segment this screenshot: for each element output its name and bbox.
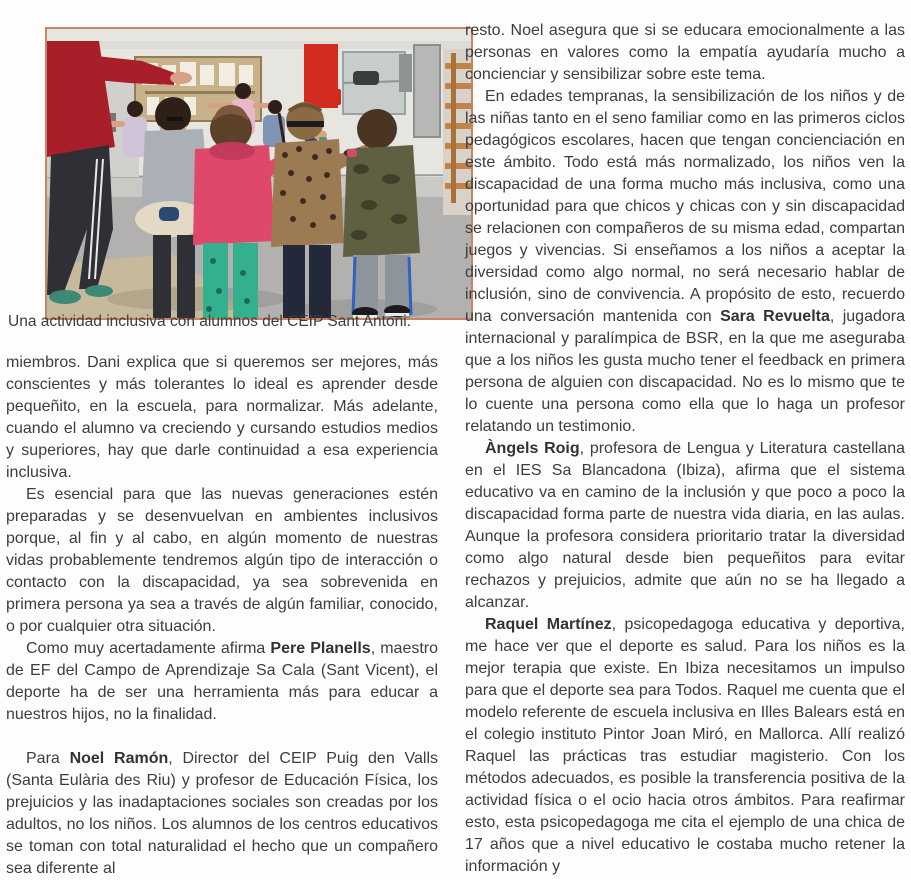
board-paper: [200, 65, 214, 85]
body-text: , jugadora internacional y paralímpica de BSR, en la que me aseguraba que a los niños les gusta mucho tener el feedback en primera persona de alguien con discapacidad. No es lo mismo que te lo cuente una persona como ella que lo haga un profesor relatando un testimonio.: [465, 308, 905, 435]
body-text: miembros. Dani explica que si queremos ser mejores, más conscientes y más tolerantes lo ideal es aprender desde pequeñito, en la escuela, para normalizar. Más adelante, cuando el alumno va creciendo y cursando estudios medios y superiores, hay que darle continuidad a esa experiencia inclusiva.: [6, 354, 438, 481]
background-child-head: [268, 100, 282, 114]
body-text: , maestro de EF del Campo de Aprendizaje Sa Cala (Sant Vicent), el deporte ha de ser una herramienta más para educar a nuestros hijos, no la finalidad.: [6, 640, 439, 723]
jacket-knot: [159, 207, 179, 221]
left-text-column: [6, 352, 438, 880]
body-text: En edades tempranas, la sensibilización de los niños y de las niñas tanto en el seno familiar como en las primeros ciclos pedagógicos escolares, hacen que tengan concienciación en este ámbito. Todo está más normalizado, los niños ven la discapacidad de una forma mucho más inclusiva, como una oportunidad para que chicos y chicas con y sin discapacidad se relacionen con compañeros de su misma edad, compartan juegos y vivencias. Si enseñamos a los niños a aceptar la diversidad como algo normal, no será necesario hablar de inclusión, sino de convivencia. A propósito de esto, recuerdo una conversación mantenida con: [465, 88, 905, 325]
background-child-lilac: [123, 117, 147, 157]
background-child-head: [235, 83, 251, 99]
olive-boy-head: [357, 109, 397, 149]
body-text: , profesora de Lengua y Literatura castellana en el IES Sa Blancadona (Ibiza), afirma que el sistema educativo va en camino de la inclusión y que poco a poco la discapacidad forma parte de nuestra vida diaria, en las aulas. Aunque la profesora considera prioritario tratar la diversidad como algo natural desde bien pequeñitos para evitar rechazos y prejuicios, admite que aún no se ha llegado a alcanzar.: [465, 440, 905, 611]
teal-sneaker: [85, 285, 113, 297]
green-pant-leg: [203, 243, 228, 318]
gray-boy-leg: [177, 235, 195, 318]
adult-hand: [170, 72, 192, 84]
pants-pattern: [210, 258, 216, 264]
hood-bunch: [209, 142, 255, 160]
board-paper: [239, 65, 253, 85]
article-photo: [45, 27, 473, 320]
pants-pattern: [244, 298, 250, 304]
paragraph: [6, 748, 438, 880]
photo-caption: Una actividad inclusiva con alumnos del CEIP Sant Antoni.: [8, 313, 411, 330]
paragraph: [6, 352, 438, 484]
person-name: Sara Revuelta: [720, 308, 830, 325]
paragraph: [6, 638, 438, 726]
background-child-head: [127, 101, 143, 117]
blue-stripe: [409, 257, 411, 315]
body-text: resto. Noel asegura que si se educara emocionalmente a las personas en valores como la empatía ayudaría mucho a concienciar y sensibilizar sobre este tema.: [465, 22, 905, 83]
olive-camo-sweater: [343, 145, 420, 257]
green-pant-leg: [233, 243, 258, 318]
pants-pattern: [240, 270, 246, 276]
blue-stripe: [353, 257, 355, 315]
open-door: [414, 45, 440, 137]
navy-pant-leg: [309, 245, 331, 318]
office-silhouette: [353, 71, 379, 85]
paragraph: [465, 438, 905, 614]
stair-post: [451, 53, 456, 203]
gray-boy-leg: [153, 235, 171, 318]
board-paper: [219, 63, 235, 86]
body-text: , psicopedagoga educativa y deportiva, me hace ver que el deporte es salud. Para los niños es la mejor terapia que existe. En Ibiza necesitamos un impulso para que el deporte sea para Todos. Raquel me cuenta que el modelo referente de escuela inclusiva en Illes Balears está en el colegio instituto Pintor Joan Miró, en Mallorca. Allí realizó Raquel las prácticas tras estudiar magisterio. Con los métodos adecuados, es posible la transferencia positiva de la actividad física o el ocio hacia otros ámbitos. Para reafirmar esto, esta psicopedagoga me cita el ejemplo de una chica de 17 años que a nivel educativo le costaba mucho retener la información y: [465, 616, 906, 875]
body-text: Como muy acertadamente afirma: [26, 640, 271, 657]
teal-sneaker: [49, 290, 81, 304]
school-hall-illustration: [47, 29, 471, 318]
paragraph: [465, 86, 905, 438]
right-text-column: [465, 20, 905, 878]
pants-pattern: [216, 288, 222, 294]
navy-pant-leg: [283, 245, 305, 318]
red-wall-panel: [304, 44, 338, 108]
blindfold-band: [287, 121, 324, 127]
body-text: , Director del CEIP Puig den Valls (Santa Eulària des Riu) y profesor de Educación Física, los prejuicios y las inadaptaciones sociales son creadas por los adultos, no los niños. Los alumnos de los centros educativos se toman con total naturalidad el hecho que un compañero sea diferente al: [6, 750, 438, 877]
floor-shadow: [107, 287, 287, 311]
pink-collar-trim: [347, 149, 357, 157]
person-name: Pere Planells: [270, 640, 371, 657]
mask-strap: [167, 117, 183, 121]
person-name: Àngels Roig: [485, 440, 580, 457]
person-name: Raquel Martínez: [485, 616, 612, 633]
paragraph: [465, 20, 905, 86]
wall-poster: [399, 54, 412, 92]
body-text: Para: [26, 750, 70, 767]
body-text: Es esencial para que las nuevas generaciones estén preparadas y se desenvuelvan en ambientes inclusivos porque, al fin y al cabo, en algún momento de nuestras vidas probablemente tendremos algún tipo de interacción o contacto con la discapacidad, ya sea sobrevenida en primera persona ya sea a través de algún familiar, conocido, o por cualquier otra situación.: [6, 486, 438, 635]
paragraph: [465, 614, 905, 878]
pink-hoodie: [193, 145, 275, 245]
paragraph: [6, 484, 438, 638]
person-name: Noel Ramón: [69, 750, 169, 767]
